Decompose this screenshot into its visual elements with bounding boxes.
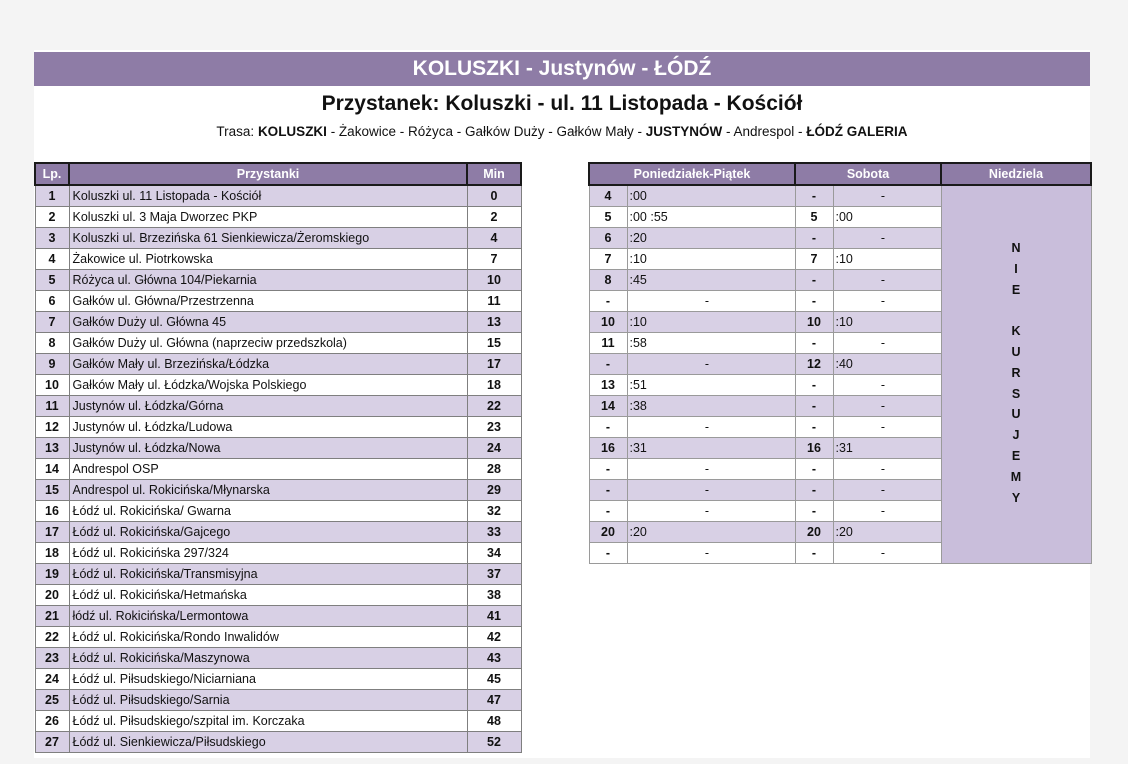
header-min: Min (467, 163, 521, 185)
stop-row (35, 270, 521, 291)
saturday-hour: - (795, 501, 833, 522)
saturday-minutes (833, 417, 941, 438)
stop-number: 11 (35, 396, 69, 417)
sunday-note-letter: Y (1011, 490, 1021, 505)
stop-name: Łódź ul. Sienkiewicza/Piłsudskiego (69, 732, 467, 753)
stop-number: 8 (35, 333, 69, 354)
stop-row (35, 606, 521, 627)
stop-number: 19 (35, 564, 69, 585)
weekday-minutes (627, 480, 795, 501)
header-weekday: Poniedziałek-Piątek (589, 163, 795, 185)
timetable-sheet (34, 50, 1090, 758)
saturday-minutes (833, 501, 941, 522)
stop-minutes: 38 (467, 585, 521, 606)
stop-row (35, 207, 521, 228)
saturday-hour: - (795, 396, 833, 417)
saturday-minutes-dash: - (880, 462, 886, 476)
stop-row (35, 627, 521, 648)
stop-number: 12 (35, 417, 69, 438)
stop-name: Justynów ul. Łódzka/Górna (69, 396, 467, 417)
weekday-minutes (627, 417, 795, 438)
stop-minutes: 29 (467, 480, 521, 501)
saturday-minutes-dash: - (880, 273, 886, 287)
stop-number: 7 (35, 312, 69, 333)
saturday-minutes-dash: - (880, 399, 886, 413)
stop-minutes: 43 (467, 648, 521, 669)
stop-row (35, 354, 521, 375)
stop-row (35, 501, 521, 522)
sunday-note (942, 186, 1091, 508)
weekday-hour: - (589, 543, 627, 564)
stop-name: Łódź ul. Rokicińska/ Gwarna (69, 501, 467, 522)
stop-minutes: 24 (467, 438, 521, 459)
saturday-minutes (833, 333, 941, 354)
stop-number: 4 (35, 249, 69, 270)
sunday-note-letter: E (1011, 448, 1021, 463)
saturday-hour: - (795, 228, 833, 249)
weekday-hour: - (589, 354, 627, 375)
weekday-hour: 8 (589, 270, 627, 291)
saturday-hour: 7 (795, 249, 833, 270)
sunday-note-letter: I (1014, 261, 1018, 276)
saturday-minutes-dash: - (880, 231, 886, 245)
stop-minutes: 15 (467, 333, 521, 354)
header-lp: Lp. (35, 163, 69, 185)
stop-row (35, 543, 521, 564)
stop-number: 23 (35, 648, 69, 669)
saturday-hour: 5 (795, 207, 833, 228)
saturday-hour: - (795, 291, 833, 312)
stop-name: Żakowice ul. Piotrkowska (69, 249, 467, 270)
weekday-minutes: :20 (627, 522, 795, 543)
weekday-minutes: :45 (627, 270, 795, 291)
stop-minutes: 22 (467, 396, 521, 417)
weekday-minutes (627, 459, 795, 480)
stop-row (35, 375, 521, 396)
stop-number: 1 (35, 185, 69, 207)
stop-minutes: 18 (467, 375, 521, 396)
stop-number: 5 (35, 270, 69, 291)
stop-name: Gałków ul. Główna/Przestrzenna (69, 291, 467, 312)
stop-name: Łódź ul. Piłsudskiego/Sarnia (69, 690, 467, 711)
stop-row (35, 417, 521, 438)
saturday-minutes: :10 (833, 249, 941, 270)
weekday-hour: 14 (589, 396, 627, 417)
weekday-minutes: :51 (627, 375, 795, 396)
stop-number: 15 (35, 480, 69, 501)
stop-minutes: 17 (467, 354, 521, 375)
stop-name: Łódź ul. Rokicińska/Hetmańska (69, 585, 467, 606)
stop-minutes: 37 (467, 564, 521, 585)
stop-minutes: 48 (467, 711, 521, 732)
stop-row (35, 312, 521, 333)
saturday-hour: - (795, 543, 833, 564)
sunday-note-letter: S (1011, 386, 1021, 401)
stop-name: Łódź ul. Rokicińska/Gajcego (69, 522, 467, 543)
weekday-minutes: :38 (627, 396, 795, 417)
saturday-minutes (833, 480, 941, 501)
stop-number: 10 (35, 375, 69, 396)
saturday-minutes (833, 185, 941, 207)
saturday-minutes-dash: - (880, 546, 886, 560)
saturday-hour: - (795, 417, 833, 438)
saturday-hour: 12 (795, 354, 833, 375)
saturday-minutes: :10 (833, 312, 941, 333)
route-part: ŁÓDŹ GALERIA (806, 124, 908, 139)
saturday-hour: - (795, 459, 833, 480)
weekday-hour: 20 (589, 522, 627, 543)
header-sunday: Niedziela (941, 163, 1091, 185)
stop-number: 14 (35, 459, 69, 480)
stop-row (35, 522, 521, 543)
stop-name: Gałków Mały ul. Łódzka/Wojska Polskiego (69, 375, 467, 396)
stop-minutes: 33 (467, 522, 521, 543)
saturday-minutes (833, 270, 941, 291)
stop-minutes: 11 (467, 291, 521, 312)
header-stops: Przystanki (69, 163, 467, 185)
stop-name: Andrespol ul. Rokicińska/Młynarska (69, 480, 467, 501)
stop-number: 26 (35, 711, 69, 732)
saturday-minutes (833, 291, 941, 312)
weekday-minutes: :00 :55 (627, 207, 795, 228)
stop-row (35, 185, 521, 207)
weekday-hour: 5 (589, 207, 627, 228)
weekday-hour: - (589, 480, 627, 501)
route-part: KOLUSZKI (257, 124, 327, 139)
weekday-minutes (627, 543, 795, 564)
stop-minutes: 13 (467, 312, 521, 333)
stop-minutes: 7 (467, 249, 521, 270)
route-part: JUSTYNÓW (645, 124, 723, 139)
stop-number: 6 (35, 291, 69, 312)
stop-name: Łódź ul. Piłsudskiego/szpital im. Korczaka (69, 711, 467, 732)
stop-row (35, 480, 521, 501)
stop-name: Łódź ul. Rokicińska/Rondo Inwalidów (69, 627, 467, 648)
stop-minutes: 28 (467, 459, 521, 480)
stop-number: 18 (35, 543, 69, 564)
weekday-minutes (627, 291, 795, 312)
stop-minutes: 34 (467, 543, 521, 564)
saturday-minutes-dash: - (880, 189, 886, 203)
weekday-minutes-dash: - (704, 483, 710, 497)
saturday-minutes (833, 543, 941, 564)
weekday-minutes: :31 (627, 438, 795, 459)
stop-name: Andrespol OSP (69, 459, 467, 480)
weekday-hour: 6 (589, 228, 627, 249)
weekday-minutes-dash: - (704, 294, 710, 308)
stop-name: Gałków Duży ul. Główna 45 (69, 312, 467, 333)
stop-name: Koluszki ul. Brzezińska 61 Sienkiewicza/Żeromskiego (69, 228, 467, 249)
saturday-minutes-dash: - (880, 294, 886, 308)
stop-minutes: 41 (467, 606, 521, 627)
stop-name: Różyca ul. Główna 104/Piekarnia (69, 270, 467, 291)
stops-body (35, 185, 521, 753)
weekday-hour: - (589, 459, 627, 480)
weekday-hour: 4 (589, 185, 627, 207)
weekday-minutes: :20 (627, 228, 795, 249)
stop-row (35, 396, 521, 417)
weekday-hour: 16 (589, 438, 627, 459)
saturday-hour: - (795, 333, 833, 354)
stop-row (35, 564, 521, 585)
sunday-note-letter: J (1012, 428, 1020, 443)
stop-row (35, 711, 521, 732)
stops-table (34, 162, 522, 753)
stop-number: 9 (35, 354, 69, 375)
departures-table (588, 162, 1092, 564)
stop-name: Łódź ul. Rokicińska 297/324 (69, 543, 467, 564)
saturday-hour: - (795, 375, 833, 396)
weekday-minutes (627, 501, 795, 522)
weekday-minutes: :10 (627, 312, 795, 333)
stop-row (35, 732, 521, 753)
stop-row (35, 648, 521, 669)
stop-row (35, 438, 521, 459)
saturday-minutes: :31 (833, 438, 941, 459)
saturday-hour: 16 (795, 438, 833, 459)
saturday-minutes-dash: - (880, 336, 886, 350)
departure-row (589, 185, 1091, 207)
weekday-minutes: :58 (627, 333, 795, 354)
stop-number: 2 (35, 207, 69, 228)
stop-name: Justynów ul. Łódzka/Ludowa (69, 417, 467, 438)
stop-name: Gałków Mały ul. Brzezińska/Łódzka (69, 354, 467, 375)
stop-row (35, 228, 521, 249)
weekday-minutes-dash: - (704, 504, 710, 518)
stop-number: 22 (35, 627, 69, 648)
weekday-hour: - (589, 417, 627, 438)
weekday-minutes-dash: - (704, 357, 710, 371)
stop-minutes: 4 (467, 228, 521, 249)
saturday-minutes: :00 (833, 207, 941, 228)
weekday-minutes: :10 (627, 249, 795, 270)
saturday-minutes (833, 459, 941, 480)
stop-number: 3 (35, 228, 69, 249)
stop-name: Łódź ul. Piłsudskiego/Niciarniana (69, 669, 467, 690)
stop-minutes: 42 (467, 627, 521, 648)
stop-minutes: 2 (467, 207, 521, 228)
saturday-minutes (833, 375, 941, 396)
stop-row (35, 690, 521, 711)
sunday-note-letter: U (1011, 407, 1021, 422)
weekday-minutes: :00 (627, 185, 795, 207)
sunday-note-letter: K (1011, 324, 1021, 339)
weekday-hour: 13 (589, 375, 627, 396)
weekday-minutes-dash: - (704, 420, 710, 434)
saturday-hour: 20 (795, 522, 833, 543)
weekday-minutes (627, 354, 795, 375)
sunday-note-letter: N (1011, 241, 1021, 255)
saturday-minutes (833, 228, 941, 249)
sunday-note-letter: E (1011, 282, 1021, 297)
saturday-minutes (833, 396, 941, 417)
weekday-hour: 7 (589, 249, 627, 270)
sunday-note-letter (942, 300, 1091, 321)
route-description (34, 122, 1090, 142)
saturday-minutes-dash: - (880, 378, 886, 392)
stop-row (35, 333, 521, 354)
stop-name: łódź ul. Rokicińska/Lermontowa (69, 606, 467, 627)
saturday-hour: 10 (795, 312, 833, 333)
weekday-hour: 11 (589, 333, 627, 354)
stop-name: Łódź ul. Rokicińska/Transmisyjna (69, 564, 467, 585)
stop-number: 16 (35, 501, 69, 522)
route-part: - Andrespol - (722, 124, 807, 139)
stop-number: 25 (35, 690, 69, 711)
stop-row (35, 669, 521, 690)
sunday-note-letter: M (1010, 469, 1022, 484)
sunday-no-service (941, 185, 1091, 564)
stop-number: 24 (35, 669, 69, 690)
weekday-minutes-dash: - (704, 462, 710, 476)
stop-minutes: 10 (467, 270, 521, 291)
stop-minutes: 0 (467, 185, 521, 207)
stop-name: Koluszki ul. 11 Listopada - Kościół (69, 185, 467, 207)
stop-minutes: 52 (467, 732, 521, 753)
stop-row (35, 585, 521, 606)
saturday-minutes: :40 (833, 354, 941, 375)
sunday-note-letter: U (1011, 344, 1021, 359)
stop-name: Justynów ul. Łódzka/Nowa (69, 438, 467, 459)
weekday-hour: 10 (589, 312, 627, 333)
stop-number: 20 (35, 585, 69, 606)
stop-number: 13 (35, 438, 69, 459)
stop-minutes: 23 (467, 417, 521, 438)
stop-number: 17 (35, 522, 69, 543)
saturday-minutes-dash: - (880, 504, 886, 518)
saturday-minutes-dash: - (880, 420, 886, 434)
weekday-hour: - (589, 291, 627, 312)
stop-title: Przystanek: Koluszki - ul. 11 Listopada - Kościół (321, 92, 803, 115)
route-part: Trasa: (216, 124, 258, 139)
saturday-hour: - (795, 480, 833, 501)
stop-name: Gałków Duży ul. Główna (naprzeciw przedszkola) (69, 333, 467, 354)
departures-body (589, 185, 1091, 564)
stop-row (35, 291, 521, 312)
route-part: - Żakowice - Różyca - Gałków Duży - Gałków Mały - (326, 124, 646, 139)
sunday-note-letter: R (1011, 365, 1021, 380)
weekday-minutes-dash: - (704, 546, 710, 560)
stop-minutes: 45 (467, 669, 521, 690)
stop-number: 21 (35, 606, 69, 627)
header-saturday: Sobota (795, 163, 941, 185)
weekday-hour: - (589, 501, 627, 522)
stop-name: Łódź ul. Rokicińska/Maszynowa (69, 648, 467, 669)
stop-name: Koluszki ul. 3 Maja Dworzec PKP (69, 207, 467, 228)
stop-number: 27 (35, 732, 69, 753)
saturday-hour: - (795, 270, 833, 291)
stop-minutes: 32 (467, 501, 521, 522)
stop-row (35, 459, 521, 480)
saturday-minutes-dash: - (880, 483, 886, 497)
stop-minutes: 47 (467, 690, 521, 711)
saturday-minutes: :20 (833, 522, 941, 543)
stop-row (35, 249, 521, 270)
saturday-hour: - (795, 185, 833, 207)
line-title: KOLUSZKI - Justynów - ŁÓDŹ (34, 52, 1090, 86)
